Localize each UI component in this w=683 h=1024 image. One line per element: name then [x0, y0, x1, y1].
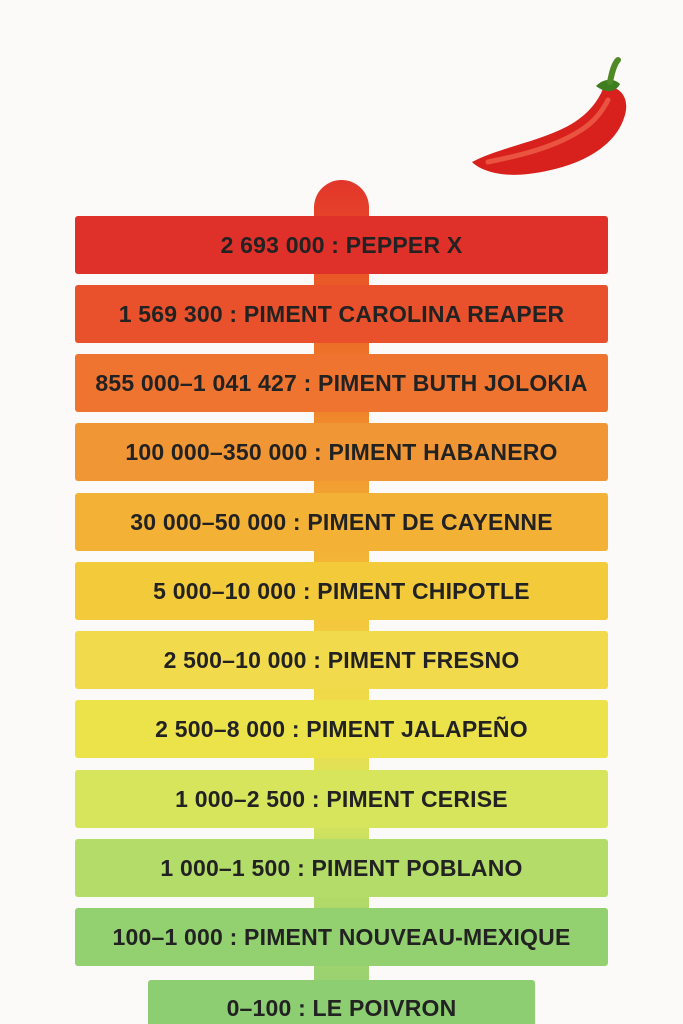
level-fresno — [75, 631, 608, 689]
level-buth-jolokia — [75, 354, 608, 412]
level-label: 855 000–1 041 427 : PIMENT BUTH JOLOKIA — [95, 369, 588, 396]
level-label: 1 569 300 : PIMENT CAROLINA REAPER — [118, 300, 565, 327]
level-label: 2 693 000 : PEPPER X — [220, 231, 463, 258]
level-label: 1 000–1 500 : PIMENT POBLANO — [160, 854, 523, 881]
level-carolina-reaper — [75, 285, 608, 343]
level-label: 0–100 : LE POIVRON — [226, 994, 457, 1021]
level-poblano — [75, 839, 608, 897]
level-label: 100 000–350 000 : PIMENT HABANERO — [125, 438, 558, 465]
level-label: 1 000–2 500 : PIMENT CERISE — [175, 785, 508, 812]
level-habanero — [75, 423, 608, 481]
level-label: 30 000–50 000 : PIMENT DE CAYENNE — [130, 508, 553, 535]
level-chipotle — [75, 562, 608, 620]
level-jalapeno — [75, 700, 608, 758]
level-cayenne — [75, 493, 608, 551]
level-nouveau-mexique — [75, 908, 608, 966]
level-label: 5 000–10 000 : PIMENT CHIPOTLE — [153, 577, 530, 604]
level-pepper-x — [75, 216, 608, 274]
level-cerise — [75, 770, 608, 828]
level-label: 2 500–8 000 : PIMENT JALAPEÑO — [155, 715, 528, 742]
level-poivron — [148, 980, 535, 1024]
level-label: 2 500–10 000 : PIMENT FRESNO — [163, 646, 520, 673]
level-label: 100–1 000 : PIMENT NOUVEAU-MEXIQUE — [112, 923, 571, 950]
chili-pepper-icon — [468, 56, 634, 184]
